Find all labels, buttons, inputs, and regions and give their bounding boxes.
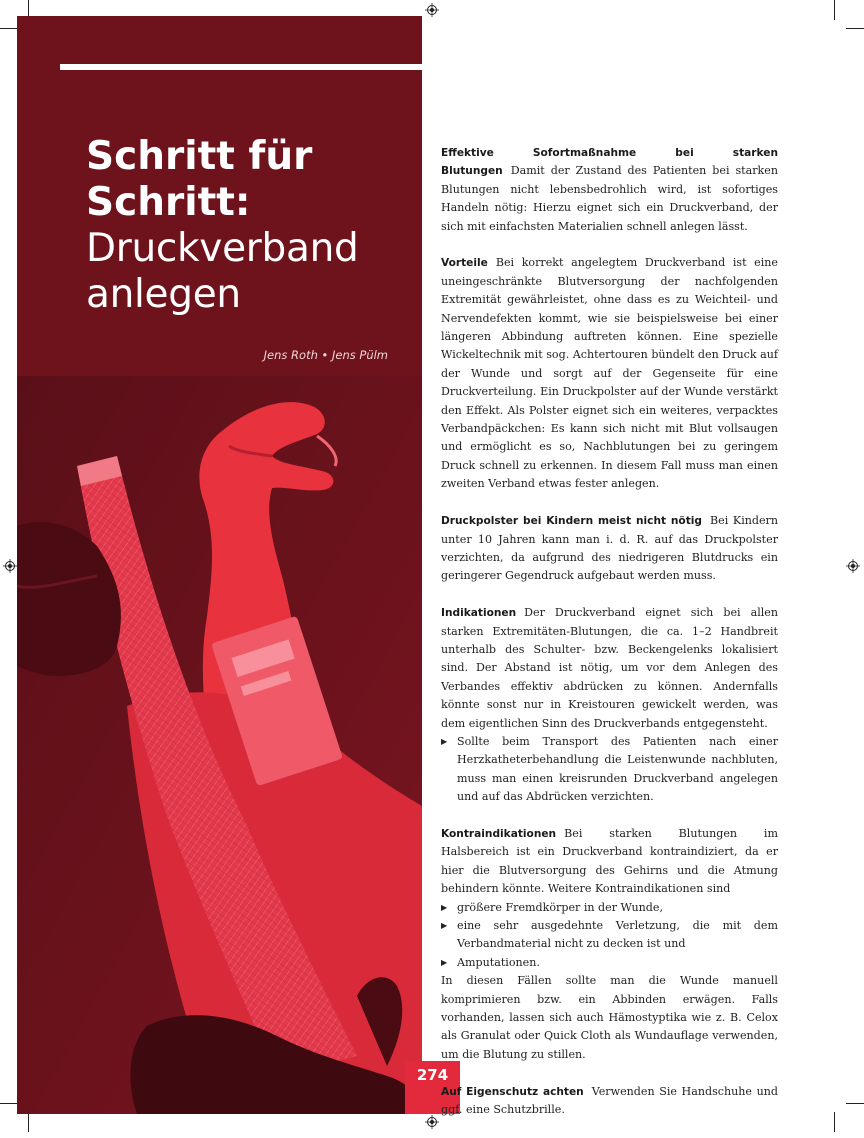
section-text: Bei starken Blutungen im Halsbereich ist ein Druckverband kontraindiziert, da er hier die Blutversorgung des Gehirns und die Atmung behindern könnte. Weitere Kontraindikationen sind [441,826,778,896]
title-light-line-2: anlegen [86,272,241,317]
crop-mark [0,28,18,29]
section-heading: Kontraindikationen [441,827,557,840]
section-heading: Effektive Sofortmaßnahme bei starken Blutungen [441,147,778,178]
registration-mark-icon [425,3,439,17]
section-text: Bei Kindern unter 10 Jahren kann man i. d. R. auf das Druckpolster verzichten, da aufgrund des niedrigeren Blutdrucks ein geringerer Gegendruck aufgebaut werden muss. [441,514,779,583]
list-item: ▶ eine sehr ausgedehnte Verletzung, die mit dem Verbandmaterial nicht zu decken ist und [441,917,778,954]
crop-mark [834,0,835,20]
section-eigenschutz [441,1083,778,1120]
authors: Jens Roth • Jens Pülm [263,348,388,362]
indikationen-list [441,733,778,807]
crop-mark [834,1112,835,1132]
crop-mark [846,1103,864,1104]
section-text: Damit der Zustand des Patienten bei starken Blutungen nicht lebensbedrohlich wird, ist sofortiges Handeln nötig: Hierzu eignet sich ein Druckverband, der sich mit einfachsten Materialien schnell anlegen lässt. [441,164,778,233]
section-kinder [441,512,778,586]
section-kontraindikationen [441,825,778,899]
section-text: Verwenden Sie Handschuhe und ggf. eine Schutzbrille. [441,1084,778,1117]
title-panel [17,16,422,1114]
section-heading: Druckpolster bei Kindern meist nicht nötig [441,515,702,528]
section-indikationen [441,604,778,733]
bandage-photo [17,376,422,1114]
section-heading: Indikationen [441,607,517,620]
section-text: Der Druckverband eignet sich bei allen starken Extremitäten-Blutungen, die ca. 1–2 Handbreit unterhalb des Schulter- bzw. Beckengelenks lokalisiert sind. Der Abstand ist nötig, um vor dem Anlegen des Verbandes effektiv abdrücken zu können. Andernfalls könnte sonst nur in Kreistouren gewickelt werden, was dem eigentlichen Sinn des Druckverbands entgegensteht. [441,606,778,730]
section-text: Bei korrekt angelegtem Druckverband ist eine uneingeschränkte Blutversorgung der nachfolgenden Extremität gewährleistet, ohne dass es zu Weichteil- und Nervendefekten kommt, wie sie beispielsweise bei einer längeren Abbindung auftreten können. Eine spezielle Wickeltechnik mit sog. Achtertouren bündelt den Druck auf der Wunde und sorgt auf der Gegenseite für eine Druckverteilung. Ein Druckpolster auf der Wunde verstärkt den Effekt. Als Polster eignet sich ein weiteres, verpacktes Verbandpäckchen: Es kann sich nicht mit Blut vollsaugen und ermöglicht es so, Nachblutungen bei zu geringem Druck schnell zu erkennen. In diesem Fall muss man einen zweiten Verband etwas fester anlegen. [441,256,778,491]
section-heading: Vorteile [441,257,488,270]
title-rule [60,64,422,70]
section-heading: Auf Eigenschutz achten [441,1085,584,1098]
list-item: ▶ größere Fremdkörper in der Wunde, [441,899,778,917]
crop-mark [0,1103,18,1104]
kontraindikationen-list [441,899,778,973]
crop-mark [846,28,864,29]
page-title [86,134,416,318]
crop-mark [28,1112,29,1132]
page-number: 274 [405,1061,460,1114]
registration-mark-icon [425,1115,439,1129]
article-body [441,144,778,1138]
section-text: In diesen Fällen sollte man die Wunde manuell komprimieren bzw. ein Abbinden erwägen. Falls vorhanden, lassen sich auch Hämostyptika wie z. B. Celox als Granulat oder Quick Cloth als Wundauflage verwenden, um die Blutung zu stillen. [441,974,778,1061]
title-bold-line-1: Schritt für [86,134,313,179]
section-vorteile [441,254,778,493]
section-sofortmassnahme [441,144,778,236]
title-bold-line-2: Schritt: [86,180,251,225]
list-item: ▶ Sollte beim Transport des Patienten nach einer Herzkatheterbehandlung die Leistenwunde nachbluten, muss man einen kreisrunden Druckverband angelegen und auf das Abdrücken verzichten. [441,733,778,807]
registration-mark-icon [3,559,17,573]
list-item: ▶ Amputationen. [441,954,778,972]
title-light-line-1: Druckverband [86,226,359,271]
registration-mark-icon [846,559,860,573]
